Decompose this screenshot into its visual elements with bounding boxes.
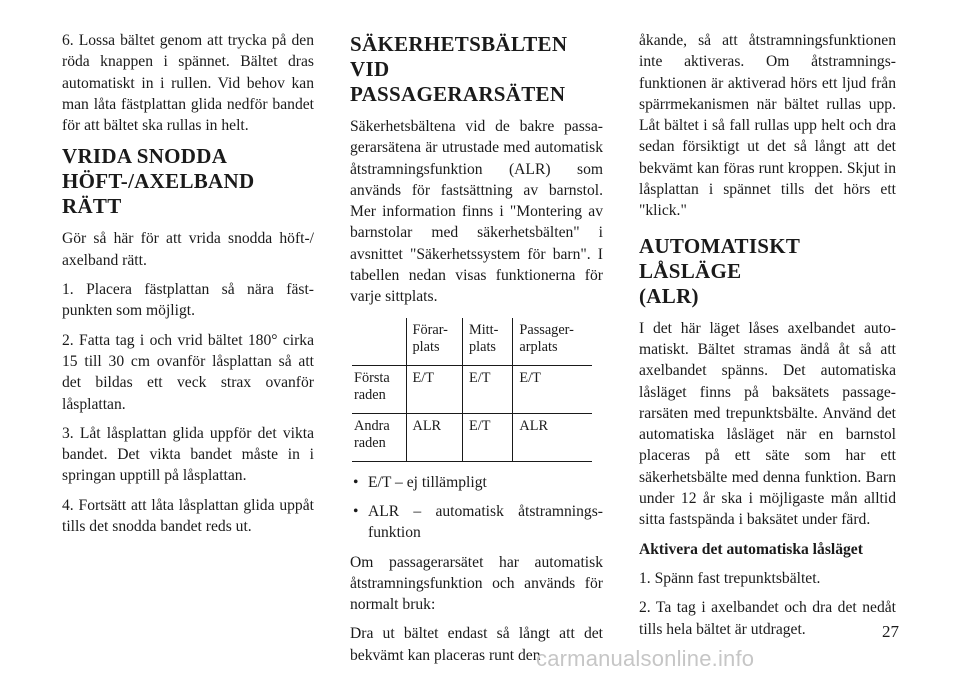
table-corner-cell	[352, 318, 406, 366]
heading-line-1: AUTOMATISKT LÅSLÄGE	[639, 233, 800, 283]
seat-function-table	[352, 318, 592, 462]
heading-line-2: PASSAGERARSÄTEN	[350, 82, 566, 106]
table-header-cell: Mitt- plats	[462, 318, 512, 366]
paragraph-alr-intro: Säkerhetsbältena vid de bakre passagerarsätena är utrustade med automatisk åtstramningsfunktion (ALR) som används för fastsättning av barnstol. Mer information finns i "Montering av barnstolar med säkerhetsbälten" i avsnittet "Säkerhetssystem för barn". I tabellen nedan visas funktionerna för varje sittplats.	[350, 118, 603, 306]
heading-line-2: (ALR)	[639, 283, 699, 308]
heading-line-1: VRIDA SNODDA	[62, 144, 228, 169]
paragraph-intro: Gör så här för att vrida snodda höft-/ axelband rätt.	[62, 230, 314, 269]
legend-list	[350, 472, 603, 544]
column-middle	[350, 30, 603, 674]
watermark-text: carmanualsonline.info	[536, 646, 755, 671]
table-header-row	[352, 318, 592, 366]
heading-alr-mode	[639, 234, 896, 309]
page-number: 27	[882, 622, 899, 641]
heading-line-2: HÖFT-/AXELBAND RÄTT	[62, 169, 255, 219]
paragraph-step-2: 2. Fatta tag i och vrid bältet 180° cirka 15 till 30 cm ovanför låsplattan så att det bildas ett veck strax ovanför låsplattan.	[62, 331, 314, 413]
column-left	[62, 30, 314, 545]
heading-line-1: SÄKERHETSBÄLTEN VID	[350, 32, 568, 81]
table-cell: ALR	[513, 413, 592, 461]
paragraph-step-6: 6. Lossa bältet genom att trycka på den röda knappen i spännet. Bältet dras automatiskt in i rullen. Vid behov kan man låta fästplattan glida nedför bandet för att bältet ska rullas in helt.	[62, 32, 314, 135]
heading-twisted-belt	[62, 144, 314, 219]
table-cell: E/T	[462, 413, 512, 461]
paragraph-step-3: 3. Låt låsplattan glida uppför det vikta bandet. Det vikta bandet måste in i springan upptill på låsplattan.	[62, 424, 314, 485]
table-row	[352, 413, 592, 461]
table-cell: E/T	[513, 365, 592, 413]
paragraph-normal-use: Om passagerarsätet har automatisk åtstramningsfunktion och används för normalt bruk:	[350, 553, 603, 614]
table-header-cell: Passager- arplats	[513, 318, 592, 366]
paragraph-alr-description: I det här läget låses axelbandet automatiskt. Bältet stramas ändå åt så att axelbandet spänns. Det automatiska låsläget finns på baksätets passagerarsäten med trepunktsbälte. Använd det automatiska låsläget när en barnstol placeras på ett säte som har ett säkerhetsbälte med denna funktion. Barn under 12 år ska i möjligaste mån alltid sitta fastspända i baksätet under färd.	[639, 319, 896, 529]
table-row	[352, 365, 592, 413]
column-right	[639, 30, 896, 648]
paragraph-activate-step-1: 1. Spänn fast trepunktsbältet.	[639, 569, 821, 587]
table-header-cell: Förar- plats	[406, 318, 462, 366]
paragraph-continued: åkande, så att åtstramningsfunktionen inte aktiveras. Om åtstramningsfunktionen är aktiverad hörs ett ljud från spärrmekanismen när bältet rullas upp. Låt bältet i så fall rullas upp helt och dra sedan försiktigt ut det så långt att det bekvämt kan föras runt kroppen. Skjut in låsplattan i spännet tills det hörs ett "klick."	[639, 32, 896, 220]
paragraph-pull-belt: Dra ut bältet endast så långt att det bekvämt kan placeras runt den	[350, 625, 603, 664]
table-cell: ALR	[406, 413, 462, 461]
subheading-activate: Aktivera det automatiska låsläget	[639, 540, 863, 558]
paragraph-activate-step-2: 2. Ta tag i axelbandet och dra det nedåt tills hela bältet är utdraget.	[639, 599, 896, 638]
paragraph-step-1: 1. Placera fästplattan så nära fästpunkten som möjligt.	[62, 281, 314, 320]
table-cell: E/T	[406, 365, 462, 413]
table-row-label: Andra raden	[352, 413, 406, 461]
table-cell: E/T	[462, 365, 512, 413]
paragraph-step-4: 4. Fortsätt att låta låsplattan glida uppåt tills det snodda bandet reds ut.	[62, 496, 314, 536]
heading-passenger-belts	[350, 32, 603, 107]
list-item: • ALR – automatisk åtstramnings- funktion	[350, 501, 603, 544]
list-item: • E/T – ej tillämpligt	[350, 472, 603, 493]
table-row-label: Första raden	[352, 365, 406, 413]
